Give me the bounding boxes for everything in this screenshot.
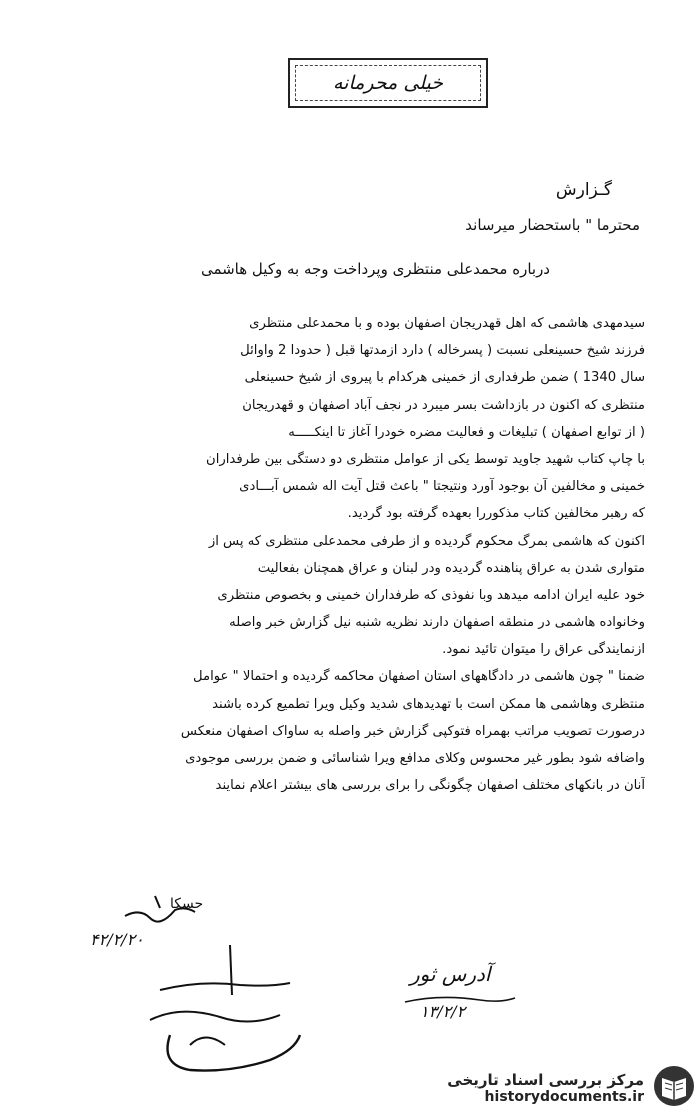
footer-url: historydocuments.ir — [484, 1089, 644, 1105]
body-line: متواری شدن به عراق پناهنده گردیده ودر لبنان و عراق همچنان بفعالیت — [257, 560, 645, 576]
handwritten-note-right: آدرس ثور — [410, 962, 491, 986]
stamp-text: خیلی محرمانه — [332, 72, 443, 94]
body-line: وخانواده هاشمی در منطقه اصفهان دارند نظریه شنبه نیل گزارش خبر واصله — [229, 615, 645, 631]
body-line: منتظری وهاشمی ها ممکن است با تهدیدهای شدید وکیل ویرا تطمیع کرده باشند — [212, 696, 645, 712]
signature-underline-right — [400, 990, 520, 1010]
body-line: با چاپ کتاب شهید جاوید توسط یکی از عوامل منتظری دو دستگی بین طرفداران — [206, 451, 645, 467]
footer-org-name: مرکز بررسی اسناد تاریخی — [447, 1071, 644, 1089]
book-logo-icon — [652, 1064, 696, 1112]
signature-initials: حسکا — [170, 896, 204, 912]
signature-large-left — [130, 935, 310, 1075]
body-line: ضمنا " چون هاشمی در دادگاههای استان اصفهان محاکمه گردیده و احتمالا " عوامل — [193, 669, 645, 685]
handwritten-date-left: ۴۲/۲/۲۰ — [90, 930, 144, 949]
body-line: آنان در بانکهای مختلف اصفهان چگونگی را برای بررسی های بیشتر اعلام نمایند — [215, 778, 645, 794]
body-line: خمینی و مخالفین آن بوجود آورد ونتیجتا " باعث قتل آیت اله شمس آبـــادی — [239, 479, 645, 495]
greeting-line: محترما " باستحضار میرساند — [465, 216, 640, 234]
handwritten-date-right: ۱۳/۲/۲ — [420, 1002, 466, 1021]
body-line: ازنمایندگی عراق را میتوان تائید نمود. — [442, 642, 645, 658]
body-line: اکنون که هاشمی بمرگ محکوم گردیده و از طرفی محمدعلی منتظری که پس از — [208, 533, 645, 549]
body-line: خود علیه ایران ادامه میدهد وبا نفوذی که طرفداران خمینی و بخصوص منتظری — [217, 587, 645, 603]
body-line: فرزند شیخ حسینعلی نسبت ( پسرخاله ) دارد ازمدتها قبل ( حدودا 2 واوائل — [240, 343, 645, 359]
body-line: درصورت تصویب مراتب بهمراه فتوکپی گزارش خبر واصله به ساواک اصفهان منعکس — [180, 723, 645, 739]
report-body — [45, 310, 645, 799]
document-title: گـزارش — [555, 180, 612, 200]
subject-line: درباره محمدعلی منتظری وپرداخت وجه به وکیل هاشمی — [200, 260, 550, 278]
classification-stamp — [288, 58, 488, 108]
body-line: منتظری که اکنون در بازداشت بسر میبرد در نجف آباد اصفهان و قهدریجان — [242, 397, 645, 413]
body-line: ( از توابع اصفهان ) تبلیغات و فعالیت مضره خودرا آغاز تا اینکـــــه — [288, 424, 645, 440]
footer-watermark — [408, 1062, 696, 1114]
body-line: سیدمهدی هاشمی که اهل قهدریجان اصفهان بوده و با محمدعلی منتظری — [249, 316, 645, 331]
body-line: که رهبر مخالفین کتاب مذکوررا بعهده گرفته بود گردید. — [347, 506, 645, 522]
body-line: سال 1340 ) ضمن طرفداری از خمینی هرکدام با پیروی از شیخ حسینعلی — [244, 370, 645, 386]
body-line: واضافه شود بطور غیر محسوس وکلای مدافع ویرا شناسائی و ضمن بررسی موجودی — [185, 751, 645, 766]
